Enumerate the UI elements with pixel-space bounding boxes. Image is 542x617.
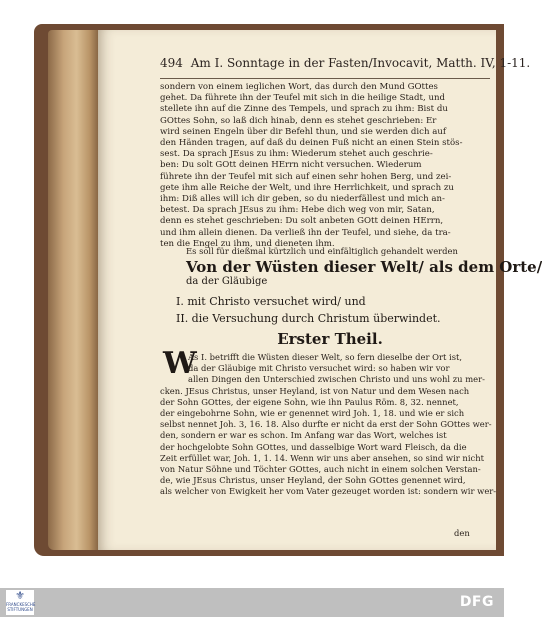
catchword: den [454,528,470,538]
text-line: de, wie JEsus Christus, unser Heyland, der Sohn GOttes genennet wird, [160,475,466,486]
text-line: ben: Du solt GOtt deinen HErrn nicht versuchen. Wiederum [160,160,422,171]
running-header [160,56,531,79]
text-line: gehet. Da führete ihn der Teufel mit sich in die heilige Stadt, und [160,93,446,104]
text-line: wird seinen Engeln über dir Befehl thun, und sie werden dich auf [160,126,447,137]
text-line: betest. Da sprach JEsus zu ihm: Hebe dich weg von mir, Satan, [160,205,435,216]
text-line: cken. JEsus Christus, unser Heyland, ist von Natur und dem Wesen nach [160,385,470,396]
logo-caption: FRANCKESCHE STIFTUNGEN [6,602,36,612]
sermon-title: Von der Wüsten dieser Welt/ als dem Orte/ [186,258,542,276]
page-number: 494 [160,56,183,70]
part-heading: Erster Theil. [277,330,383,348]
text-line: von Natur Söhne und Töchter GOttes, auch nicht in einem solchen Verstan- [160,464,481,475]
text-line: As I. betrifft die Wüsten dieser Welt, so fern dieselbe der Ort ist, [188,352,463,362]
point-item: I. mit Christo versuchet wird/ und [176,295,366,308]
point-item: II. die Versuchung durch Christum überwindet. [176,312,441,325]
sermon-title-continuation: da der Gläubige [186,276,268,287]
text-line: den Händen tragen, auf daß du deinen Fuß nicht an einen Stein stös- [160,138,463,149]
running-head-title: Am I. Sonntage in der Fasten/Invocavit, Matth. IV, 1-11. [190,56,531,70]
text-line: selbst nennet Joh. 3, 16. 18. Also durfte er nicht da erst der Sohn GOttes wer- [160,419,492,430]
text-line: der eingebohrne Sohn, wie er genennet wird Joh. 1, 18. und wie er sich [160,408,465,419]
text-line: und ihm allein dienen. Da verließ ihn der Teufel, und siehe, da tra- [160,227,451,238]
fleur-icon: ⚜ [15,589,25,602]
text-line: der hochgelobte Sohn GOttes, und dasselbige Wort ward Fleisch, da die [160,441,467,452]
gospel-text [160,82,490,250]
text-line: den, sondern er war es schon. Im Anfang war das Wort, welches ist [160,430,447,441]
text-line: denn es stehet geschrieben: Du solt anbeten GOtt deinen HErrn, [160,216,444,227]
text-line: stellete ihn auf die Zinne des Tempels, und sprach zu ihm: Bist du [160,104,448,115]
franckesche-stiftungen-logo[interactable] [6,590,34,615]
viewer-footer-bar [0,588,504,617]
text-line: als welcher von Ewigkeit her vom Vater gezeuget worden ist: sondern wir wer- [160,486,497,497]
text-line: sest. Da sprach JEsus zu ihm: Wiederum stehet auch geschrie- [160,149,433,160]
text-line: Zeit erfüllet war, Joh. 1, 1. 14. Wenn wir uns aber ansehen, so sind wir nicht [160,452,484,463]
text-line: der Sohn GOttes, der eigene Sohn, wie ihn Paulus Röm. 8, 32. nennet, [160,396,459,407]
sermon-points [176,293,486,327]
text-line: da der Gläubige mit Christo versuchet wird: so haben wir vor [188,363,450,374]
text-line: gete ihm alle Reiche der Welt, und ihre Herrlichkeit, und sprach zu [160,182,454,193]
text-line: ten die Engel zu ihm, und dieneten ihm. [160,238,335,249]
drop-cap: W [163,346,197,381]
text-line: allen Dingen den Unterschied zwischen Christo und uns wohl zu mer- [188,374,485,385]
intro-line: Es soll für dießmal kürtzlich und einfältiglich gehandelt werden [186,246,458,256]
text-line: ihm: Diß alles will ich dir geben, so du niederfällest und mich an- [160,194,445,205]
text-line: sondern von einem ieglichen Wort, das durch den Mund GOttes [160,82,438,92]
text-line: GOttes Sohn, so laß dich hinab, denn es stehet geschrieben: Er [160,115,437,126]
text-line: führete ihn der Teufel mit sich auf einen sehr hohen Berg, und zei- [160,171,452,182]
dfg-logo[interactable]: DFG [459,594,494,610]
page-edges [48,30,100,550]
section-text [160,346,497,498]
